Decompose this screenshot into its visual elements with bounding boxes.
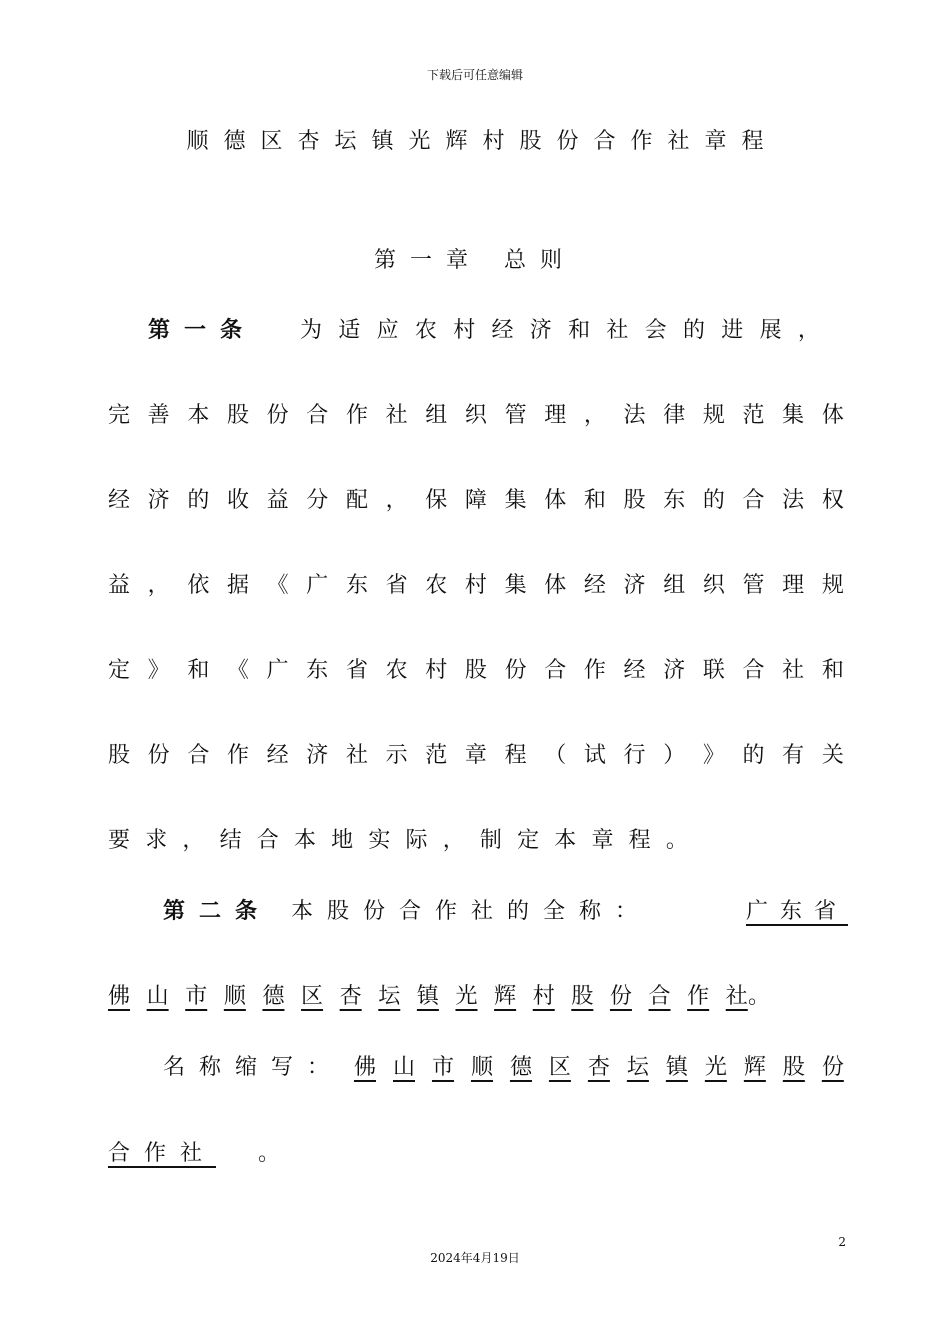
article1-text-5: 股 份 合 作 经 济 社 示 范 章 程 （ 试 行 ） 》 的 有 关 — [108, 743, 844, 768]
page-number: 2 — [838, 1235, 846, 1249]
chapter-label: 第一章 — [373, 248, 482, 273]
document-title: 顺德区杏坛镇光辉村股份合作社章程 — [186, 129, 779, 154]
article1-text-6: 要 求 ， 结 合 本 地 实 际 ， 制 定 本 章 程 。 — [108, 828, 688, 853]
article1-text-0: 为 适 应 农 村 经 济 和 社 会 的 进 展 ， — [300, 318, 820, 343]
chapter-name: 总则 — [504, 248, 577, 273]
article2-abbr-line — [163, 1053, 844, 1083]
article2-abbr-line-2 — [108, 1139, 280, 1169]
article2-label: 第二条 — [163, 899, 272, 924]
article1-text-4: 定 》 和 《 广 东 省 农 村 股 份 合 作 经 济 联 合 社 和 — [108, 658, 844, 683]
abbr-end: 。 — [258, 1141, 281, 1166]
header-note: 下载后可任意编辑 — [426, 68, 523, 82]
article2-line-0 — [163, 897, 848, 927]
article1-text-3: 益 ， 依 据 《 广 东 省 农 村 集 体 经 济 组 织 管 理 规 — [108, 573, 844, 598]
article1-text-2: 经 济 的 收 益 分 配 ， 保 障 集 体 和 股 东 的 合 法 权 — [108, 488, 844, 513]
article2-fullname-part2: 佛 山 市 顺 德 区 杏 坛 镇 光 辉 村 股 份 合 作 社 — [108, 984, 748, 1009]
article2-intro: 本股份合作社的全称： — [291, 899, 652, 924]
article2-end-punct: 。 — [748, 984, 771, 1009]
footer-date: 2024年4月19日 — [430, 1251, 520, 1265]
abbr-label: 名称缩写： — [163, 1055, 344, 1080]
article2-line-1 — [108, 982, 844, 1012]
abbr-part2: 合作社 — [108, 1141, 217, 1166]
chapter-heading — [0, 243, 950, 274]
article1-label: 第一条 — [148, 318, 257, 343]
article2-fullname-part1: 广东省 — [745, 899, 848, 924]
article1-line-0 — [148, 316, 820, 346]
article1-text-1: 完 善 本 股 份 合 作 社 组 织 管 理 ， 法 律 规 范 集 体 — [108, 403, 844, 428]
abbr-part1: 佛 山 市 顺 德 区 杏 坛 镇 光 辉 股 份 — [354, 1055, 844, 1080]
